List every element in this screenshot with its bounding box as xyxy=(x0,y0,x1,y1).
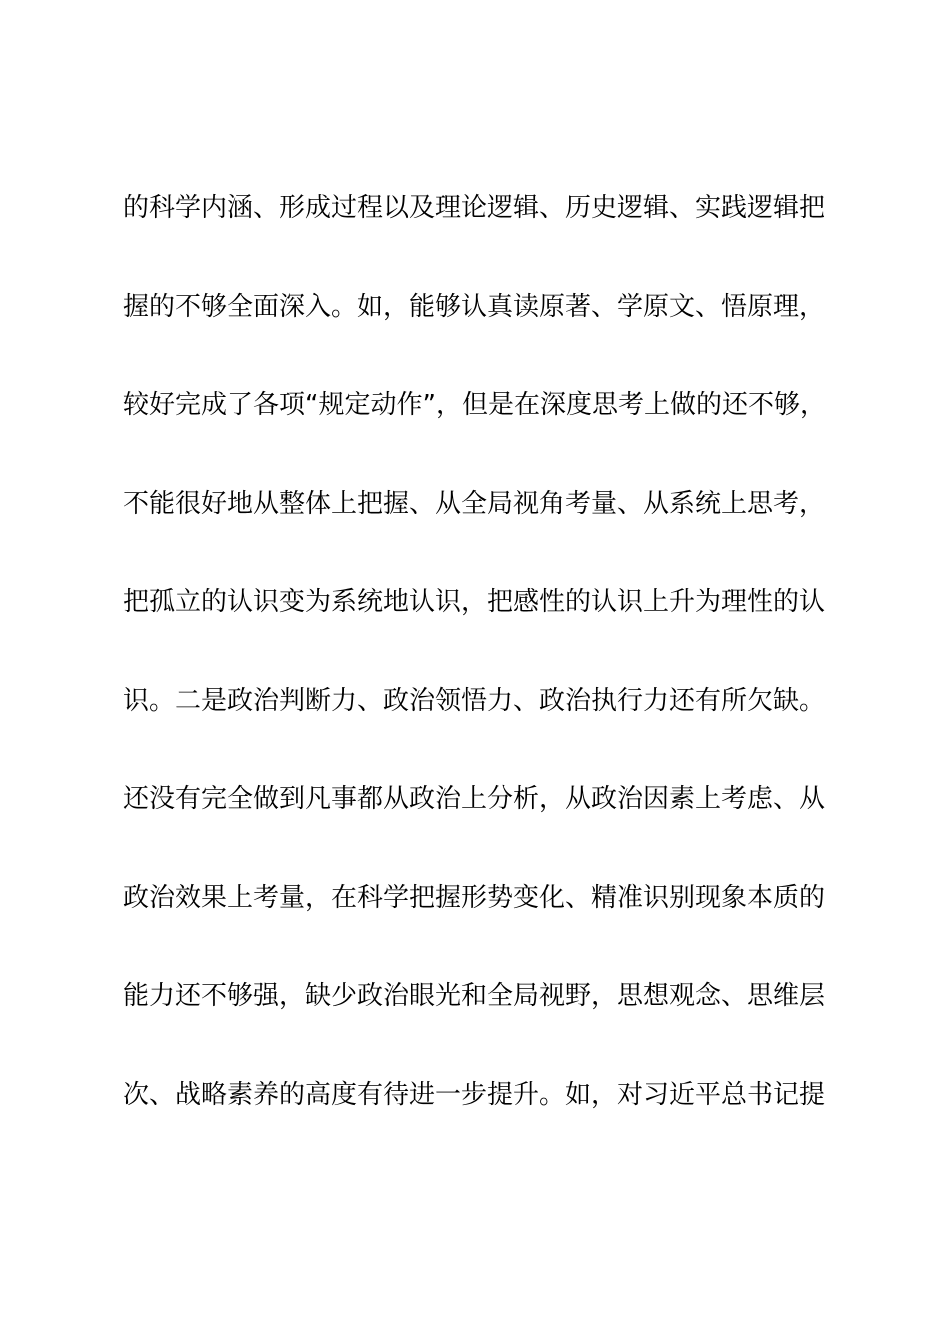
body-text xyxy=(123,182,826,1167)
text-line-6: 识。二是政治判断力、政治领悟力、政治执行力还有所欠缺。 xyxy=(123,685,826,716)
text-line-4: 不能很好地从整体上把握、从全局视角考量、从系统上思考， xyxy=(123,488,826,519)
text-line-8: 政治效果上考量，在科学把握形势变化、精准识别现象本质的 xyxy=(123,882,826,913)
text-line-10: 次、战略素养的高度有待进一步提升。如，对习近平总书记提 xyxy=(123,1079,826,1110)
text-line-2: 握的不够全面深入。如，能够认真读原著、学原文、悟原理， xyxy=(123,291,826,322)
text-line-9: 能力还不够强，缺少政治眼光和全局视野，思想观念、思维层 xyxy=(123,981,826,1011)
text-line-1: 的科学内涵、形成过程以及理论逻辑、历史逻辑、实践逻辑把 xyxy=(123,193,826,223)
text-line-3: 较好完成了各项“规定动作”，但是在深度思考上做的还不够， xyxy=(123,390,826,420)
text-line-7: 还没有完全做到凡事都从政治上分析，从政治因素上考虑、从 xyxy=(123,784,826,814)
text-line-5: 把孤立的认识变为系统地认识，把感性的认识上升为理性的认 xyxy=(123,587,826,617)
